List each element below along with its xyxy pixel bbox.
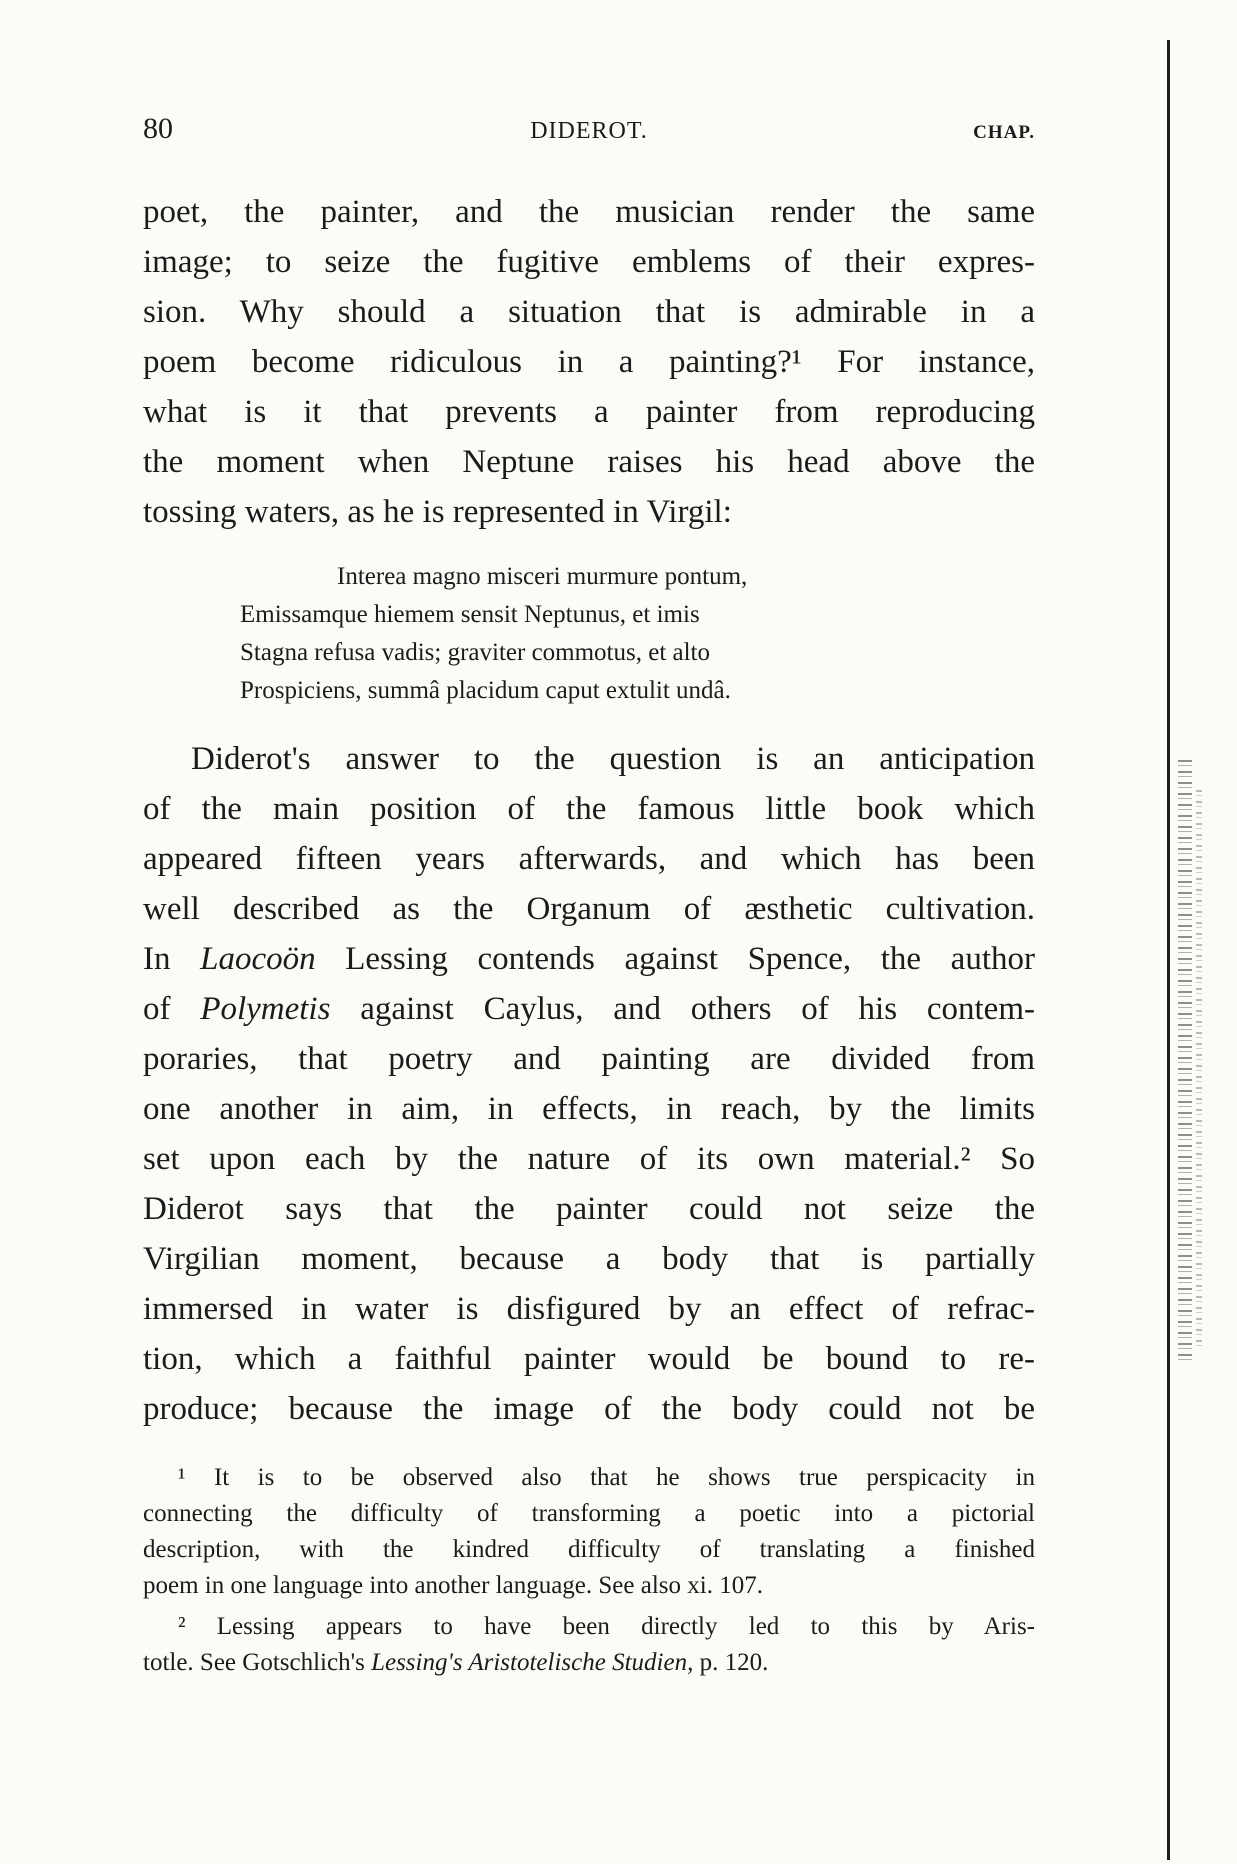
text-run: against Caylus, and others of his contem- [330, 991, 1035, 1027]
text-line [143, 984, 1035, 1034]
text-line: one another in aim, in effects, in reach, by the limits [143, 1091, 1035, 1127]
quotation-line: Stagna refusa vadis; graviter commotus, et alto [240, 639, 711, 666]
footnote-line: poem in one language into another language. See also xi. 107. [143, 1572, 763, 1599]
running-head [143, 112, 1035, 152]
footnote-line: ¹ It is to be observed also that he shows true perspicacity in [178, 1464, 1035, 1491]
binding-shadow-inner [1196, 790, 1202, 1350]
text-line: set upon each by the nature of its own material.² So [143, 1141, 1035, 1177]
paragraph-continued [143, 187, 1035, 537]
text-run: p. 120. [693, 1649, 769, 1676]
footnote-line: description, with the kindred difficulty of translating a finished [143, 1536, 1035, 1563]
text-run: totle. See Gotschlich's [143, 1649, 372, 1676]
text-line: tossing waters, as he is represented in Virgil: [143, 494, 732, 530]
text-run: Lessing contends against Spence, the author [315, 941, 1035, 977]
text-line: poraries, that poetry and painting are divided from [143, 1041, 1035, 1077]
text-run: of [143, 991, 201, 1027]
text-line: tion, which a faithful painter would be bound to re- [143, 1341, 1035, 1377]
latin-quotation [240, 558, 747, 710]
text-line: Diderot says that the painter could not seize the [143, 1191, 1035, 1227]
text-line: poet, the painter, and the musician render the same [143, 194, 1035, 230]
text-line: the moment when Neptune raises his head above the [143, 444, 1035, 480]
text-line: produce; because the image of the body could not be [143, 1391, 1035, 1427]
text-line: Virgilian moment, because a body that is partially [143, 1241, 1035, 1277]
italic-title: Polymetis [200, 991, 331, 1027]
text-line: of the main position of the famous little book which [143, 791, 1035, 827]
footnote-line [143, 1645, 1035, 1681]
text-line: poem become ridiculous in a painting?¹ For instance, [143, 344, 1035, 380]
text-run: In [143, 941, 201, 977]
text-line: appeared fifteen years afterwards, and which has been [143, 841, 1035, 877]
text-line [143, 934, 1035, 984]
text-line: image; to seize the fugitive emblems of their expres- [143, 244, 1035, 280]
italic-title: Laocoön [200, 941, 316, 977]
quotation-line: Emissamque hiemem sensit Neptunus, et imis [240, 601, 700, 628]
text-line: sion. Why should a situation that is admirable in a [143, 294, 1035, 330]
binding-shadow [1178, 760, 1192, 1360]
text-line: Diderot's answer to the question is an anticipation [191, 741, 1035, 777]
running-title: DIDEROT. [530, 118, 648, 144]
italic-title: Lessing's Aristotelische Studien, [371, 1649, 694, 1676]
chapter-label: CHAP. [973, 122, 1035, 143]
text-line: what is it that prevents a painter from reproducing [143, 394, 1035, 430]
text-line: well described as the Organum of æsthetic cultivation. [143, 891, 1035, 927]
footnotes [143, 1460, 1035, 1681]
footnote-line: connecting the difficulty of transforming a poetic into a pictorial [143, 1500, 1035, 1527]
paragraph-diderot-answer [143, 734, 1035, 1434]
quotation-line: Interea magno misceri murmure pontum, [337, 563, 748, 590]
quotation-line: Prospiciens, summâ placidum caput extulit undâ. [240, 677, 731, 704]
binding-edge [1167, 40, 1170, 1860]
text-line: immersed in water is disfigured by an effect of refrac- [143, 1291, 1035, 1327]
footnote-line: ² Lessing appears to have been directly led to this by Aris- [178, 1613, 1035, 1640]
page-number: 80 [143, 112, 173, 145]
